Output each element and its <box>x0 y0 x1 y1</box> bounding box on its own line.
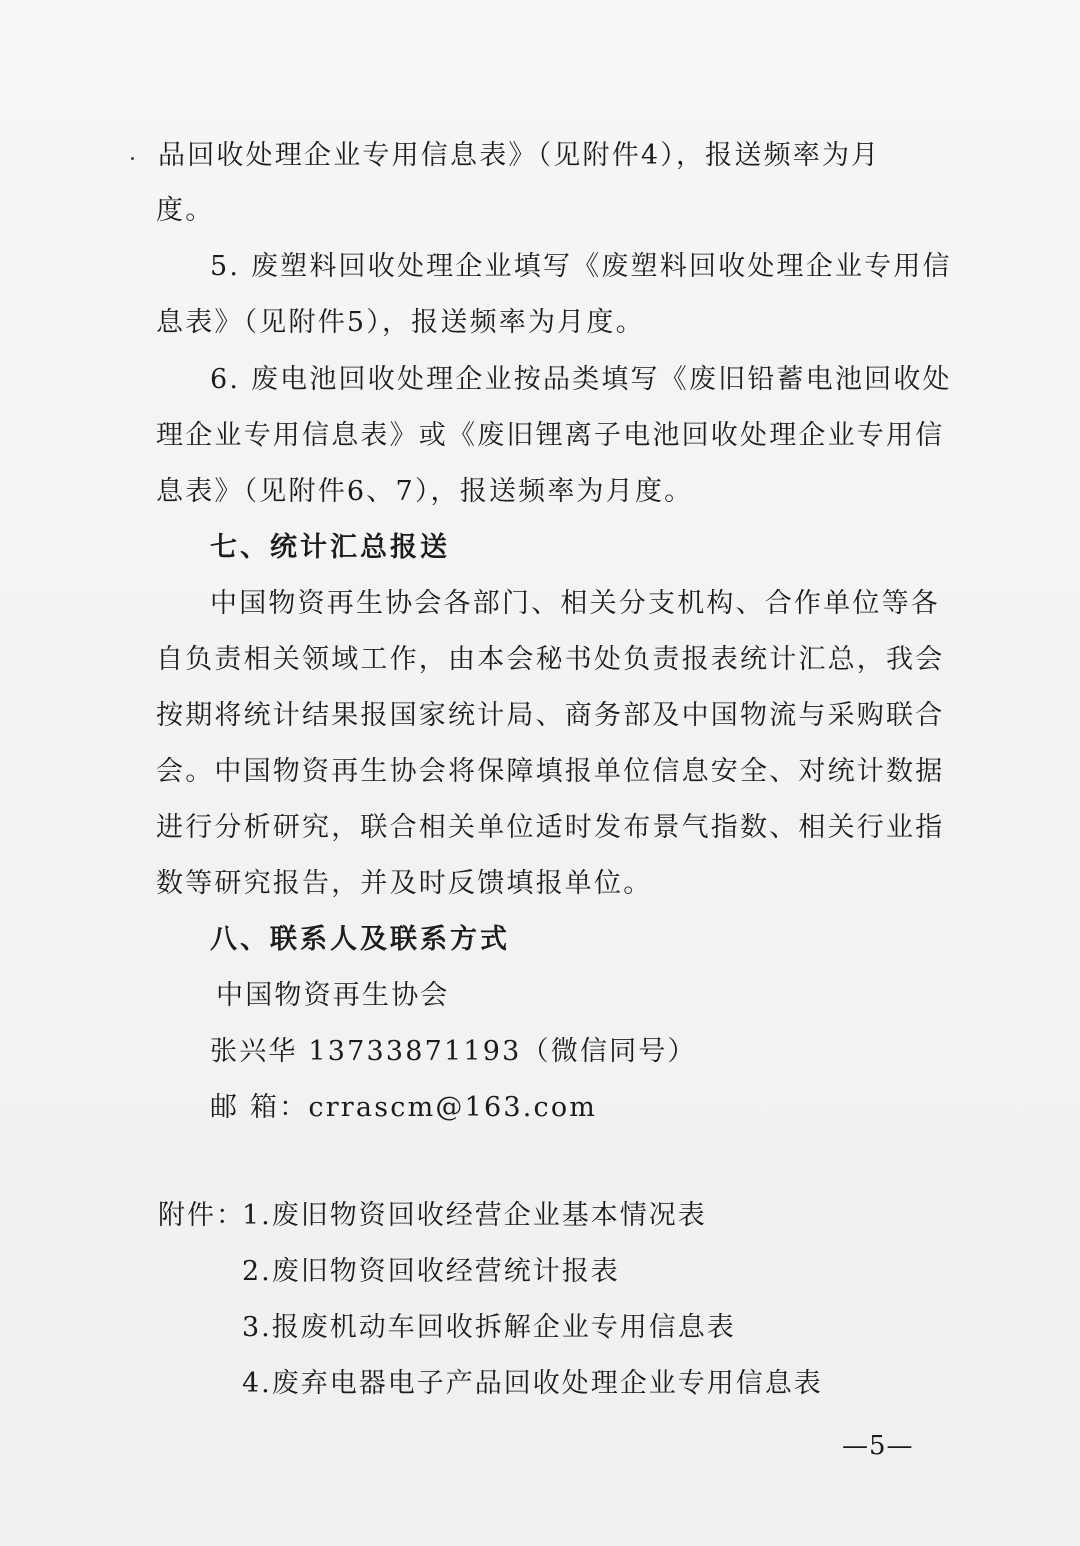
scan-speck <box>131 157 134 160</box>
attachment-item: 4.废弃电器电子产品回收处理企业专用信息表 <box>242 1368 823 1399</box>
body-line: 息表》（见附件5），报送频率为月度。 <box>156 307 645 338</box>
body-line: 按期将统计结果报国家统计局、商务部及中国物流与采购联合 <box>156 700 945 731</box>
body-line: 5. 废塑料回收处理企业填写《废塑料回收处理企业专用信 <box>210 251 952 282</box>
body-line: 中国物资再生协会各部门、相关分支机构、合作单位等各 <box>210 588 940 619</box>
body-line: 进行分析研究，联合相关单位适时发布景气指数、相关行业指 <box>156 812 945 843</box>
section-heading-7: 七、统计汇总报送 <box>210 532 450 563</box>
contact-person: 张兴华 13733871193（微信同号） <box>210 1036 697 1067</box>
body-line: 品回收处理企业专用信息表》（见附件4），报送频率为月 <box>158 140 881 171</box>
body-line: 度。 <box>156 195 215 226</box>
attachment-item: 3.报废机动车回收拆解企业专用信息表 <box>242 1312 736 1343</box>
page-number: —5— <box>842 1431 914 1461</box>
body-line: 数等研究报告，并及时反馈填报单位。 <box>156 868 653 899</box>
body-line: 6. 废电池回收处理企业按品类填写《废旧铅蓄电池回收处 <box>210 364 952 395</box>
contact-email: 邮 箱：crrascm@163.com <box>210 1092 598 1123</box>
attachments-label: 附件： <box>158 1200 245 1231</box>
attachment-item: 2.废旧物资回收经营统计报表 <box>242 1256 620 1287</box>
attachment-item: 1.废旧物资回收经营企业基本情况表 <box>242 1200 707 1231</box>
body-line: 会。中国物资再生协会将保障填报单位信息安全、对统计数据 <box>156 756 945 787</box>
body-line: 理企业专用信息表》或《废旧锂离子电池回收处理企业专用信 <box>156 420 945 451</box>
body-line: 息表》（见附件6、7），报送频率为月度。 <box>156 476 694 507</box>
body-line: 自负责相关领域工作，由本会秘书处负责报表统计汇总，我会 <box>156 644 945 675</box>
section-heading-8: 八、联系人及联系方式 <box>210 924 510 955</box>
contact-org: 中国物资再生协会 <box>216 980 450 1011</box>
